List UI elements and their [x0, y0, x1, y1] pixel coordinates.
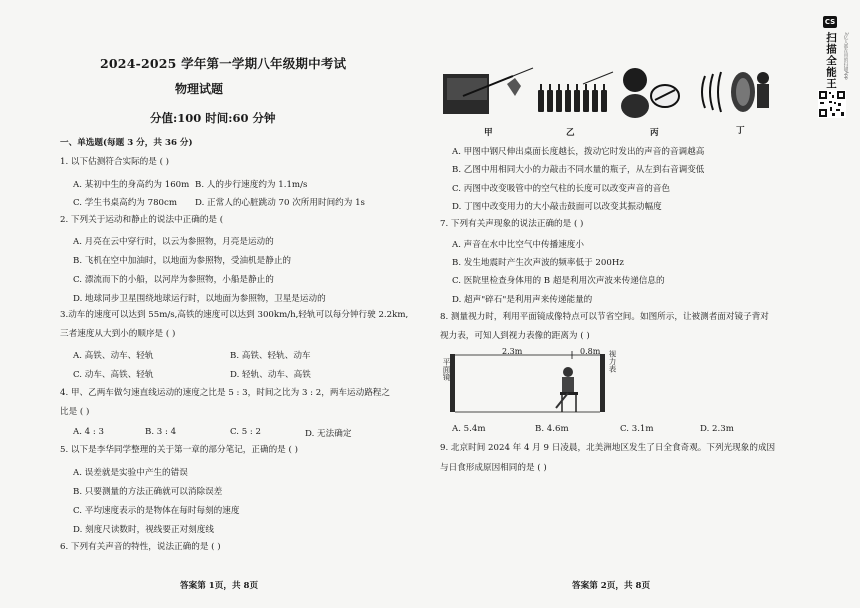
q2-option-b: B. 飞机在空中加油时，以地面为参照物，受油机是静止的	[73, 256, 292, 266]
qr-code-icon	[818, 90, 846, 118]
figure-drum	[702, 72, 769, 112]
q5-option-b: B. 只要测量的方法正确就可以消除误差	[73, 487, 223, 497]
question-2: 2. 下列关于运动和静止的说法中正确的是 (	[60, 215, 224, 225]
q7-option-c: C. 医院里检查身体用的 B 超是利用次声波来传递信息的	[452, 276, 665, 286]
exam-title: 2024-2025 学年第一学期八年级期中考试	[100, 56, 347, 71]
figure-label-ding: 丁	[736, 126, 745, 136]
question-1: 1. 以下估测符合实际的是 ( )	[60, 157, 170, 167]
question-8-line2: 视力表，可知人到视力表像的距离为 ( )	[440, 331, 590, 341]
q4-option-a: A. 4 : 3	[73, 427, 104, 437]
figure-label-jia: 甲	[484, 128, 493, 138]
question-3-line2: 三者速度从大到小的顺序是 ( )	[60, 329, 176, 339]
q3-option-d: D. 轻轨、动车、高铁	[230, 370, 311, 380]
figure-label-yi: 乙	[566, 128, 575, 138]
question-3-line1: 3.动车的速度可以达到 55m/s,高铁的速度可以达到 300km/h,轻轨可以每分钟行驶 2.2km,	[60, 310, 409, 320]
question-4-line1: 4. 甲、乙两车做匀速直线运动的速度之比是 5 : 3，时间之比为 3 : 2，两车运动路程之	[60, 388, 390, 398]
eye-chart-label: 视力表	[608, 350, 617, 373]
q4-option-d: D. 无法确定	[305, 429, 352, 439]
camscanner-logo-icon: CS	[824, 18, 836, 26]
section-heading: 一、单选题(每题 3 分，共 36 分)	[60, 138, 193, 148]
q5-option-a: A. 误差就是实验中产生的错误	[73, 468, 188, 478]
q2-option-c: C. 漂流而下的小船，以河岸为参照物，小船是静止的	[73, 275, 274, 285]
figure-ruler-table	[443, 68, 533, 114]
brand-tagline: 3亿人都在用的扫描App	[843, 32, 848, 80]
page-footer-left: 答案第 1页，共 8页	[180, 581, 259, 591]
page-footer-right: 答案第 2页，共 8页	[572, 581, 651, 591]
q1-option-c: C. 学生书桌高约为 780cm	[73, 198, 177, 208]
q6-option-d: D. 丁图中改变用力的大小敲击鼓面可以改变其振动幅度	[452, 202, 662, 212]
mirror-label: 平面镜	[442, 358, 451, 381]
q8-option-a: A. 5.4m	[452, 424, 486, 434]
q3-option-c: C. 动车、高铁、轻轨	[73, 370, 154, 380]
sound-experiment-figures	[443, 66, 771, 120]
q8-option-d: D. 2.3m	[700, 424, 734, 434]
q7-option-d: D. 超声"碎石"是利用声来传递能量的	[452, 295, 593, 305]
q1-option-a: A. 某初中生的身高约为 160m	[73, 180, 190, 190]
q8-option-b: B. 4.6m	[535, 424, 569, 434]
q6-option-c: C. 丙图中改变吸管中的空气柱的长度可以改变声音的音色	[452, 184, 670, 194]
q1-option-b: B. 人的步行速度约为 1.1m/s	[195, 180, 308, 190]
q2-option-a: A. 月亮在云中穿行时，以云为参照物，月亮是运动的	[73, 237, 274, 247]
figure-straw-person	[621, 68, 679, 118]
distance-label-1: 2.3m	[502, 347, 523, 356]
distance-label-2: 0.8m	[580, 347, 601, 356]
figure-bottles	[538, 72, 613, 112]
question-4-line2: 比是 ( )	[60, 407, 90, 417]
question-8-line1: 8. 测量视力时，利用平面镜成像特点可以节省空间。如图所示，让被测者面对镜子背对	[440, 312, 769, 322]
q7-option-a: A. 声音在水中比空气中传播速度小	[452, 240, 584, 250]
q4-option-c: C. 5 : 2	[230, 427, 262, 437]
question-7: 7. 下列有关声现象的说法正确的是 ( )	[440, 219, 584, 229]
q3-option-b: B. 高铁、轻轨、动车	[230, 351, 311, 361]
q8-option-c: C. 3.1m	[620, 424, 654, 434]
brand-name: 扫描全能王	[825, 32, 837, 90]
q5-option-d: D. 刻度尺读数时，视线要正对刻度线	[73, 525, 214, 535]
exam-subtitle: 物理试题	[175, 82, 224, 96]
q6-option-a: A. 甲图中钢尺伸出桌面长度越长，拨动它时发出的声音的音调越高	[452, 147, 705, 157]
question-5: 5. 以下是李华同学整理的关于第一章的部分笔记，正确的是 ( )	[60, 445, 298, 455]
q6-option-b: B. 乙图中用相同大小的力敲击不同水量的瓶子，从左到右音调变低	[452, 165, 705, 175]
figure-label-bing: 丙	[650, 128, 659, 138]
q7-option-b: B. 发生地震时产生次声波的频率低于 200Hz	[452, 258, 624, 268]
q2-option-d: D. 地球同步卫星围绕地球运行时，以地面为参照物，卫星是运动的	[73, 294, 326, 304]
question-6: 6. 下列有关声音的特性，说法正确的是 ( )	[60, 542, 221, 552]
q4-option-b: B. 3 : 4	[145, 427, 177, 437]
q1-option-d: D. 正常人的心脏跳动 70 次所用时间约为 1s	[195, 198, 365, 208]
question-9-line2: 与日食形成原因相同的是 ( )	[440, 463, 547, 473]
q3-option-a: A. 高铁、动车、轻轨	[73, 351, 154, 361]
question-9-line1: 9. 北京时间 2024 年 4 月 9 日凌晨，北美洲地区发生了日全食奇观。下列光现象的成因	[440, 443, 776, 453]
score-time-line: 分值:100 时间:60 分钟	[150, 111, 276, 125]
q5-option-c: C. 平均速度表示的是物体在每时每刻的速度	[73, 506, 240, 516]
